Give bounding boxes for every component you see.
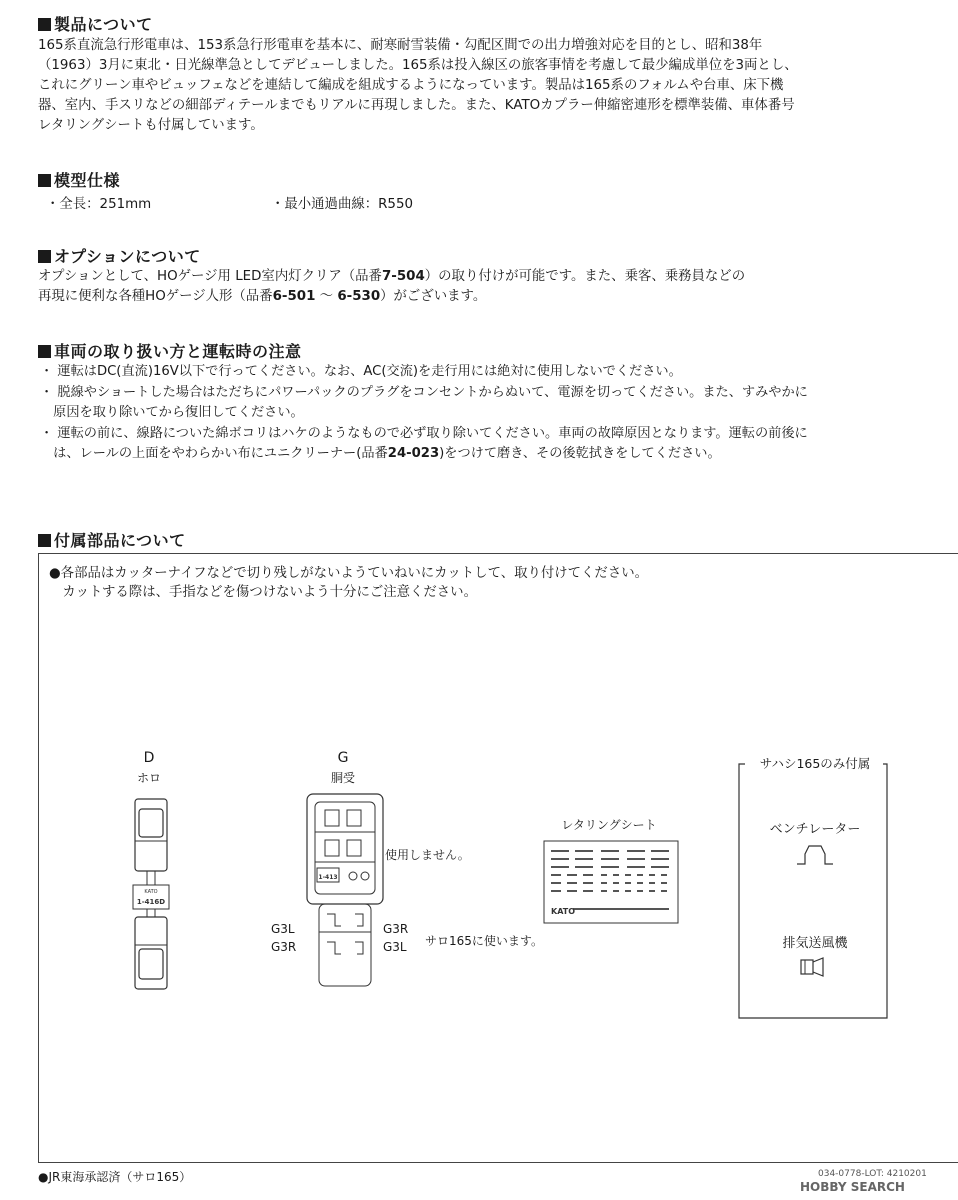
product-line: 器、室内、手スリなどの細部ディテールまでもリアルに再現しました。また、KATOカプラー伸縮密連形を標準装備、車体番号: [38, 98, 795, 113]
g3r-label: G3R: [383, 922, 409, 936]
handling-note: ・ 運転はDC(直流)16V以下で行ってください。なお、AC(交流)を走行用には絶対に使用しないでください。: [40, 364, 682, 379]
spec-list: [46, 193, 413, 212]
cleaner-item-number: 24-023: [387, 446, 440, 461]
g-sprue-frame: [307, 794, 383, 904]
parts-intro-line-2: カットする際は、手指などを傷つけないよう十分にご注意ください。: [49, 585, 477, 600]
g-part: [325, 840, 339, 856]
spec-min-curve: ・最小通過曲線：R550: [271, 197, 413, 212]
g-coupler-part: [327, 942, 363, 954]
d-brand-text: KATO: [144, 889, 158, 895]
handling-notes: [40, 362, 950, 465]
g-part: [325, 810, 339, 826]
product-line: レタリングシートも付属しています。: [38, 118, 264, 133]
square-bullet-icon: [38, 174, 51, 187]
led-item-number: 7-504: [381, 269, 425, 284]
sahashi-title: サハシ165のみ付属: [747, 754, 883, 772]
options-line-1: オプションとして、HOゲージ用 LED室内灯クリア（品番7-504）の取り付けが可能です。また、乗客、乗務員などの: [38, 269, 746, 284]
lettering-brand-text: KATO: [551, 907, 576, 916]
lot-code: 034-0778-LOT: 4210201: [818, 1169, 927, 1179]
g-part: [347, 840, 361, 856]
exhaust-fan-label: 排気送風機: [782, 936, 848, 951]
g-note-unused: 使用しません。: [385, 848, 470, 862]
ventilator-icon: [795, 842, 835, 868]
hood-window-upper: [139, 809, 163, 837]
spec-length: ・全長：251mm: [46, 197, 152, 212]
parts-box: [38, 553, 958, 1163]
figure-item-number-end: 6-530: [337, 289, 381, 304]
handling-note: 原因を取り除いてから復旧してください。: [40, 405, 304, 420]
jr-approval-note: ●JR東海承認済（サロ165）: [38, 1170, 192, 1184]
handling-section-title: 車両の取り扱い方と運転時の注意: [38, 339, 302, 362]
g-note-salo: サロ165に使います。: [425, 934, 543, 948]
g-code-text: 1-413: [318, 874, 338, 881]
parts-intro: [49, 564, 648, 602]
part-d-name: ホロ: [136, 771, 161, 785]
hood-window-lower: [139, 949, 163, 979]
g-pin: [349, 872, 357, 880]
square-bullet-icon: [38, 345, 51, 358]
g-part: [347, 810, 361, 826]
sahashi-frame: [735, 754, 895, 1024]
handling-note: ・ 運転の前に、線路についた綿ボコリはハケのようなもので必ず取り除いてください。車両の故障原因となります。運転の前後に: [40, 425, 808, 441]
g3r-label: G3R: [271, 940, 297, 954]
part-g-name: 胴受: [330, 771, 355, 785]
product-description: [38, 36, 938, 136]
g-coupler-part: [327, 914, 363, 926]
figure-item-number-start: 6-501: [272, 289, 316, 304]
handling-note: は、レールの上面をやわらかい布にユニクリーナー(品番24-023)をつけて磨き、その後乾拭きをしてください。: [40, 446, 721, 461]
hobby-search-watermark: HOBBY SEARCH: [800, 1180, 905, 1194]
parts-intro-line-1: ●各部品はカッターナイフなどで切り残しがないようていねいにカットして、取り付けてください。: [49, 566, 648, 581]
part-g-letter: G: [337, 750, 349, 766]
product-line: これにグリーン車やビュッフェなどを連結して編成を組成するようになっています。製品は165系のフォルムや台車、床下機: [38, 78, 784, 93]
ventilator-label: ベンチレーター: [769, 822, 861, 837]
product-section-title: 製品について: [38, 12, 153, 35]
options-description: [38, 267, 938, 307]
square-bullet-icon: [38, 250, 51, 263]
square-bullet-icon: [38, 18, 51, 31]
part-d-letter: D: [143, 750, 155, 766]
product-line: 165系直流急行形電車は、153系急行形電車を基本に、耐寒耐雪装備・勾配区間での出力増強対応を目的とし、昭和38年: [38, 38, 763, 53]
square-bullet-icon: [38, 534, 51, 547]
part-d-hood-drawing: [129, 797, 179, 992]
product-line: （1963）3月に東北・日光線準急としてデビューしました。165系は投入線区の旅客事情を考慮して最少編成単位を3両とし、: [38, 58, 798, 73]
g-pin: [361, 872, 369, 880]
exhaust-fan-icon: [797, 954, 833, 980]
options-section-title: オプションについて: [38, 244, 201, 267]
spec-section-title: 模型仕様: [38, 168, 120, 191]
handling-note: ・ 脱線やショートした場合はただちにパワーパックのプラグをコンセントからぬいて、電源を切ってください。また、すみやかに: [40, 384, 808, 400]
lettering-sheet-label: レタリングシート: [561, 818, 657, 832]
part-g-coupler-drawing: [297, 792, 407, 992]
g3l-label: G3L: [383, 940, 407, 954]
d-code-text: 1-416D: [136, 898, 166, 906]
parts-section-title: 付属部品について: [38, 528, 186, 551]
options-line-2: 再現に便利な各種HOゲージ人形（品番6-501 ～ 6-530）がございます。: [38, 289, 487, 304]
g3l-label: G3L: [271, 922, 295, 936]
lettering-sheet-drawing: [543, 840, 679, 924]
